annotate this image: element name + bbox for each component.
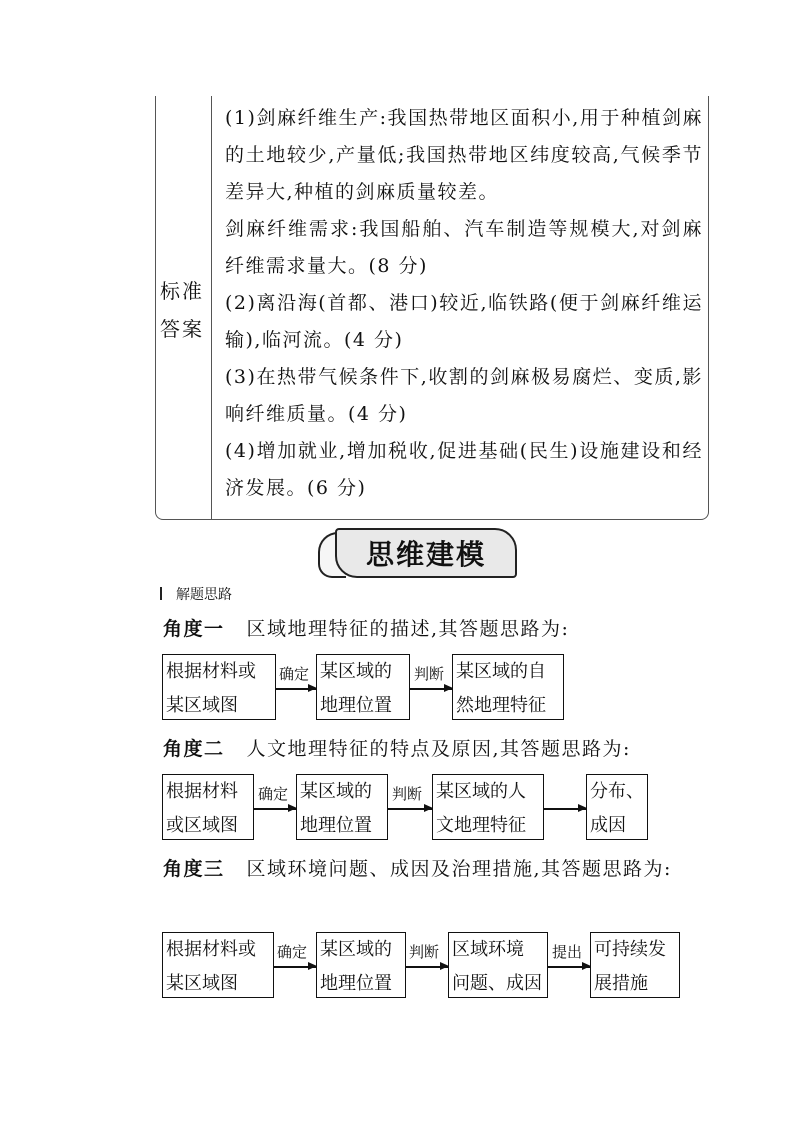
angle-3-box-3 [448, 932, 548, 998]
banner-title: 思维建模 [365, 538, 486, 571]
box-line: 某区域的人 [436, 781, 526, 802]
box-line: 地理位置 [320, 973, 392, 994]
answer-table [155, 96, 709, 520]
angle-2-arrow-2-label: 判断 [392, 785, 423, 803]
angle-2-title: 角度二 [163, 738, 225, 760]
angle-2-box-4 [586, 774, 648, 840]
box-line: 根据材料或 [166, 661, 256, 682]
box-line: 然地理特征 [456, 695, 546, 716]
angle-3-title: 角度三 [163, 858, 225, 880]
answer-paragraph-2: 剑麻纤维需求:我国船舶、汽车制造等规模大,对剑麻纤维需求量大。(8 分) [225, 218, 703, 277]
box-line: 地理位置 [320, 695, 392, 716]
angle-2-arrow-1 [254, 808, 296, 810]
angle-3-arrow-1-label: 确定 [277, 943, 308, 961]
angle-1-heading [163, 614, 569, 641]
box-line: 文地理特征 [436, 815, 526, 836]
box-line: 某区域的 [320, 939, 392, 960]
angle-1-box-2 [316, 654, 410, 720]
answer-label-cell [156, 96, 212, 519]
angle-2-arrow-1-label: 确定 [258, 785, 289, 803]
angle-1-desc: 区域地理特征的描述,其答题思路为: [246, 618, 570, 640]
angle-3-box-4 [590, 932, 680, 998]
box-line: 某区域的 [320, 661, 392, 682]
section-marker [160, 587, 162, 600]
box-line: 可持续发 [594, 939, 666, 960]
answer-paragraph-5: (4)增加就业,增加税收,促进基础(民生)设施建设和经济发展。(6 分) [225, 440, 703, 499]
angle-3-arrow-3-label: 提出 [552, 943, 583, 961]
angle-2-box-2 [296, 774, 388, 840]
answer-paragraph-4: (3)在热带气候条件下,收割的剑麻极易腐烂、变质,影响纤维质量。(4 分) [225, 366, 703, 425]
angle-2-arrow-3 [544, 808, 586, 810]
box-line: 问题、成因 [452, 973, 542, 994]
box-line: 成因 [590, 815, 626, 836]
angle-2-box-1 [162, 774, 254, 840]
answer-paragraph-3: (2)离沿海(首都、港口)较近,临铁路(便于剑麻纤维运输),临河流。(4 分) [225, 292, 703, 351]
angle-3-box-1 [162, 932, 274, 998]
box-line: 根据材料或 [166, 939, 256, 960]
angle-3-arrow-2 [406, 966, 448, 968]
box-line: 某区域的自 [456, 661, 546, 682]
angle-3-box-2 [316, 932, 406, 998]
angle-3-heading [163, 850, 703, 888]
box-line: 某区域的 [300, 781, 372, 802]
section-banner [335, 528, 517, 578]
angle-2-arrow-2 [388, 808, 432, 810]
box-line: 根据材料 [166, 781, 238, 802]
angle-1-arrow-1 [276, 688, 316, 690]
box-line: 分布、 [590, 781, 644, 802]
box-line: 某区域图 [166, 695, 238, 716]
angle-1-title: 角度一 [163, 618, 225, 640]
section-label: 解题思路 [176, 587, 232, 603]
angle-2-desc: 人文地理特征的特点及原因,其答题思路为: [246, 738, 631, 760]
angle-2-heading [163, 734, 631, 761]
box-line: 区域环境 [452, 939, 524, 960]
box-line: 展措施 [594, 973, 648, 994]
angle-3-desc: 区域环境问题、成因及治理措施,其答题思路为: [246, 858, 672, 880]
angle-1-box-1 [162, 654, 276, 720]
box-line: 地理位置 [300, 815, 372, 836]
answer-paragraph-1: (1)剑麻纤维生产:我国热带地区面积小,用于种植剑麻的土地较少,产量低;我国热带地区纬度较高,气候季节差异大,种植的剑麻质量较差。 [225, 107, 703, 203]
angle-2-box-3 [432, 774, 544, 840]
box-line: 某区域图 [166, 973, 238, 994]
answer-body [225, 100, 703, 507]
angle-3-arrow-1 [274, 966, 316, 968]
angle-1-arrow-2-label: 判断 [414, 665, 445, 683]
angle-3-arrow-2-label: 判断 [409, 943, 440, 961]
angle-1-arrow-1-label: 确定 [279, 665, 310, 683]
answer-label: 标准答案 [160, 279, 204, 341]
angle-1-box-3 [452, 654, 564, 720]
box-line: 或区域图 [166, 815, 238, 836]
angle-1-arrow-2 [410, 688, 452, 690]
angle-3-arrow-3 [548, 966, 590, 968]
